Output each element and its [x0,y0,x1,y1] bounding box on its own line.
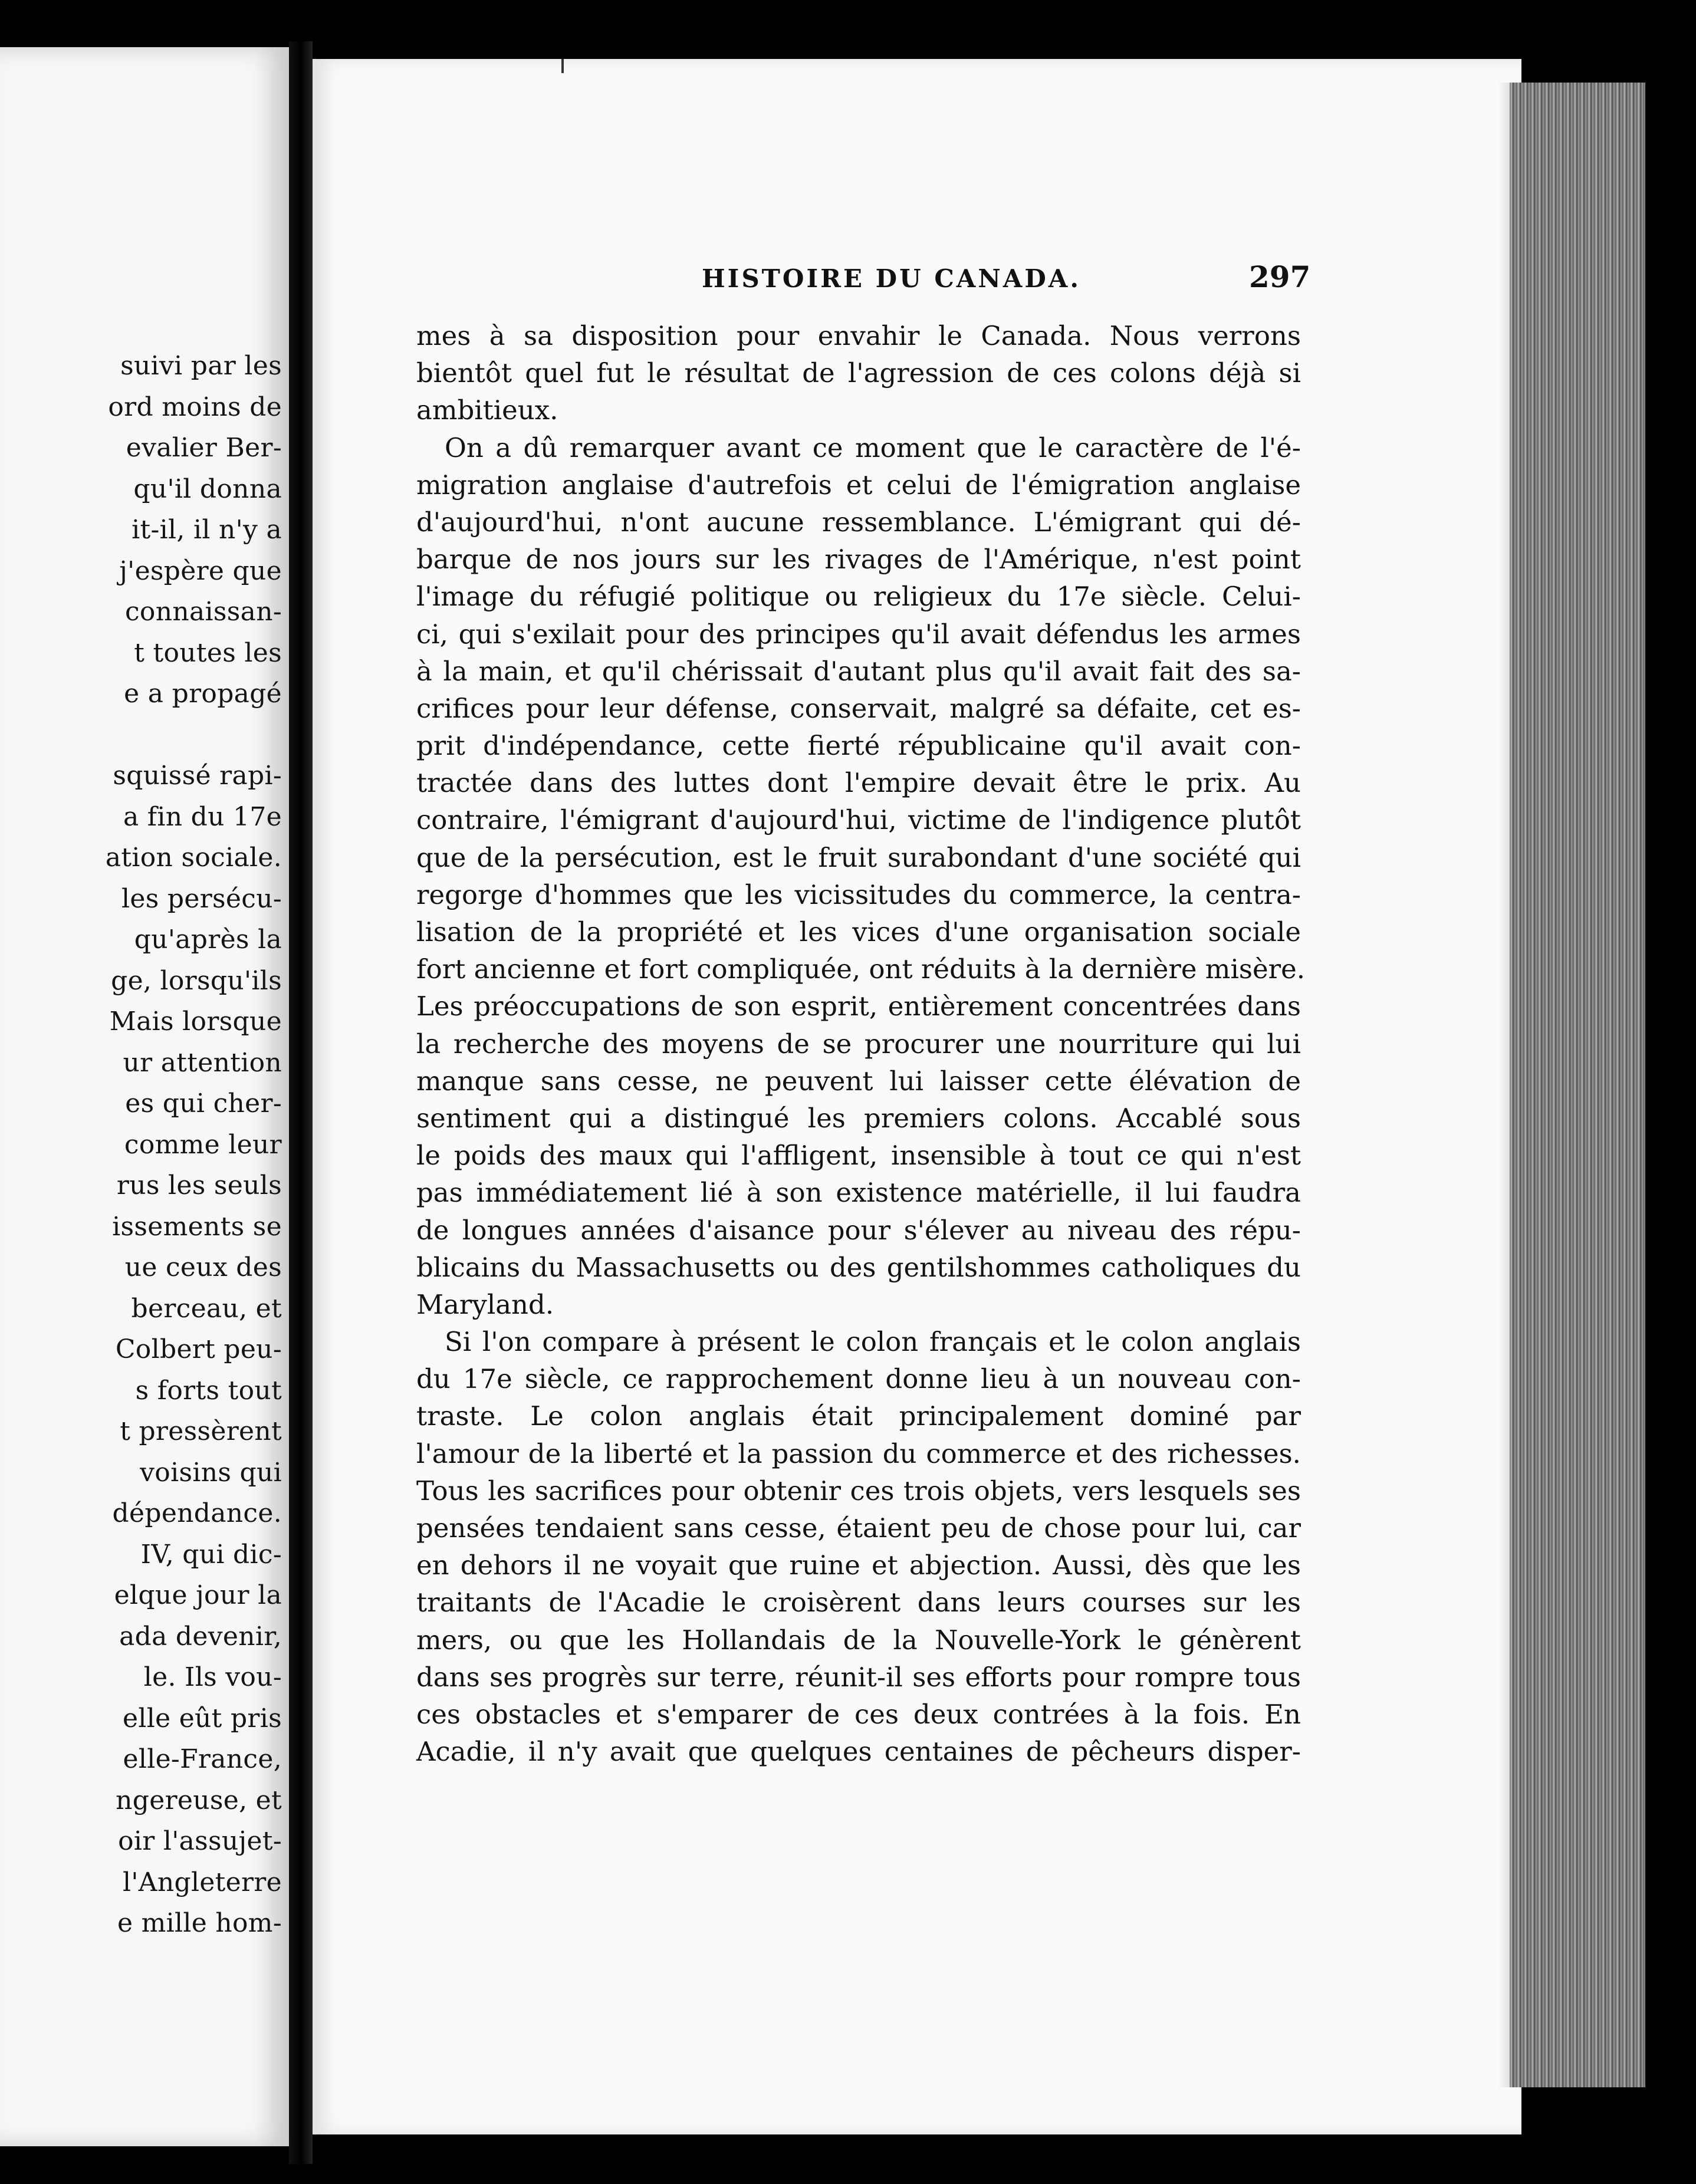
text-line: migration anglaise d'autrefois et celui de l'émigration anglaise [416,469,1301,501]
scan-mark-top [561,59,564,73]
text-line: de longues années d'aisance pour s'élever au niveau des répu- [416,1214,1301,1246]
text-line: tractée dans des luttes dont l'empire devait être le prix. Au [416,767,1301,799]
left-page-line: ada devenir, [119,1621,282,1652]
text-line: regorge d'hommes que les vicissitudes du commerce, la centra- [416,879,1301,910]
left-page-line: dépendance. [112,1498,282,1528]
text-line: traitants de l'Acadie le croisèrent dans leurs courses sur les [416,1587,1301,1619]
left-page-line: comme leur [124,1129,282,1160]
left-page-line: ation sociale. [105,843,282,873]
left-page-line: e a propagé [124,679,282,709]
text-line: contraire, l'émigrant d'aujourd'hui, victime de l'indigence plutôt [416,804,1301,836]
text-line: à la main, et qu'il chérissait d'autant plus qu'il avait fait des sa- [416,655,1301,687]
left-page-line: le. Ils vou- [143,1662,282,1692]
left-page-line: qu'après la [134,925,282,955]
left-page-line: e mille hom- [117,1908,282,1938]
text-line: l'image du réfugié politique ou religieux du 17e siècle. Celui- [416,581,1301,613]
left-page-line: t pressèrent [120,1416,282,1446]
left-page-line: voisins qui [140,1457,282,1488]
left-page-line: es qui cher- [125,1088,282,1119]
left-page-line: elle-France, [123,1744,282,1774]
left-page-line: t toutes les [134,637,282,668]
text-line: le poids des maux qui l'affligent, insensible à tout ce qui n'est [416,1140,1301,1172]
left-page-line: suivi par les [120,351,282,381]
text-line: l'amour de la liberté et la passion du commerce et des richesses. [416,1438,1301,1469]
text-line: bientôt quel fut le résultat de l'agression de ces colons déjà si [416,357,1301,389]
left-page-line: issements se [112,1211,282,1242]
text-line: Maryland. [416,1288,554,1320]
left-page-line: elle eût pris [122,1703,282,1734]
text-line: ambitieux. [416,394,558,426]
page-body-text [416,317,1306,1770]
left-page-line: it-il, il n'y a [132,515,282,545]
text-line: ci, qui s'exilait pour des principes qu'il avait défendus les armes [416,618,1301,650]
left-page-line: les persécu- [121,883,282,914]
text-line: Tous les sacrifices pour obtenir ces trois objets, vers lesquels ses [416,1475,1301,1507]
text-line: manque sans cesse, ne peuvent lui laisser cette élévation de [416,1065,1301,1097]
text-line: mers, ou que les Hollandais de la Nouvelle-York le génèrent [416,1624,1301,1656]
text-line: Les préoccupations de son esprit, entièrement concentrées dans [416,991,1301,1022]
text-line: pas immédiatement lié à son existence matérielle, il lui faudra [416,1177,1301,1209]
text-line: sentiment qui a distingué les premiers colons. Accablé sous [416,1102,1301,1134]
book-gutter [289,41,313,2164]
left-page-line: qu'il donna [133,473,282,504]
left-page-line: ord moins de [108,392,282,422]
text-line: On a dû remarquer avant ce moment que le caractère de l'é- [445,432,1301,463]
text-line: la recherche des moyens de se procurer une nourriture qui lui [416,1028,1301,1060]
text-line: blicains du Massachusetts ou des gentilshommes catholiques du [416,1251,1301,1283]
left-page-line: elque jour la [114,1580,282,1610]
left-page-line: ue ceux des [124,1252,282,1282]
text-line: du 17e siècle, ce rapprochement donne lieu à un nouveau con- [416,1363,1301,1395]
text-line: barque de nos jours sur les rivages de l'Amérique, n'est point [416,544,1301,575]
left-page-line: ur attention [123,1047,282,1078]
page-number: 297 [1249,259,1311,294]
left-page-line: berceau, et [131,1293,282,1324]
left-page-line: s forts tout [135,1375,282,1406]
text-line: en dehors il ne voyait que ruine et abjection. Aussi, dès que les [416,1550,1301,1581]
text-line: traste. Le colon anglais était principalement dominé par [416,1400,1301,1432]
text-line: mes à sa disposition pour envahir le Canada. Nous verrons [416,320,1301,351]
text-line: prit d'indépendance, cette fierté républicaine qu'il avait con- [416,730,1301,762]
left-page-line: Mais lorsque [109,1007,282,1037]
left-page-line: a fin du 17e [123,801,282,832]
text-line: ces obstacles et s'emparer de ces deux contrées à la fois. En [416,1698,1301,1730]
text-line: d'aujourd'hui, n'ont aucune ressemblance. L'émigrant qui dé- [416,506,1301,538]
left-page-line: ngereuse, et [116,1785,282,1815]
text-line: dans ses progrès sur terre, réunit-il ses efforts pour rompre tous [416,1661,1301,1693]
left-page-text [106,346,282,1944]
left-page-line: rus les seuls [116,1170,282,1200]
left-page-line: oir l'assujet- [118,1826,282,1856]
running-head: HISTOIRE DU CANADA. [702,264,1081,293]
left-page-line: IV, qui dic- [140,1539,282,1570]
book-page-edges [1510,83,1645,2087]
left-page-line: Colbert peu- [115,1334,282,1364]
left-page-line: j'espère que [119,555,282,586]
left-page-line: connaissan- [124,597,282,627]
left-page-line: ge, lorsqu'ils [111,965,282,996]
left-page-gap [106,715,282,756]
facing-page-left [0,47,289,2146]
left-page-line: l'Angleterre [123,1867,282,1897]
text-line: lisation de la propriété et les vices d'une organisation sociale [416,916,1301,948]
text-line: pensées tendaient sans cesse, étaient peu de chose pour lui, car [416,1512,1301,1544]
text-line: que de la persécution, est le fruit surabondant d'une société qui [416,841,1301,873]
left-page-line: squissé rapi- [113,761,282,791]
text-line: crifices pour leur défense, conservait, malgré sa défaite, cet es- [416,692,1301,724]
text-line: fort ancienne et fort compliquée, ont réduits à la dernière misère. [416,953,1306,985]
text-line: Si l'on compare à présent le colon français et le colon anglais [445,1326,1301,1358]
left-page-line: evalier Ber- [126,433,282,463]
text-line: Acadie, il n'y avait que quelques centaines de pêcheurs disper- [416,1736,1301,1768]
